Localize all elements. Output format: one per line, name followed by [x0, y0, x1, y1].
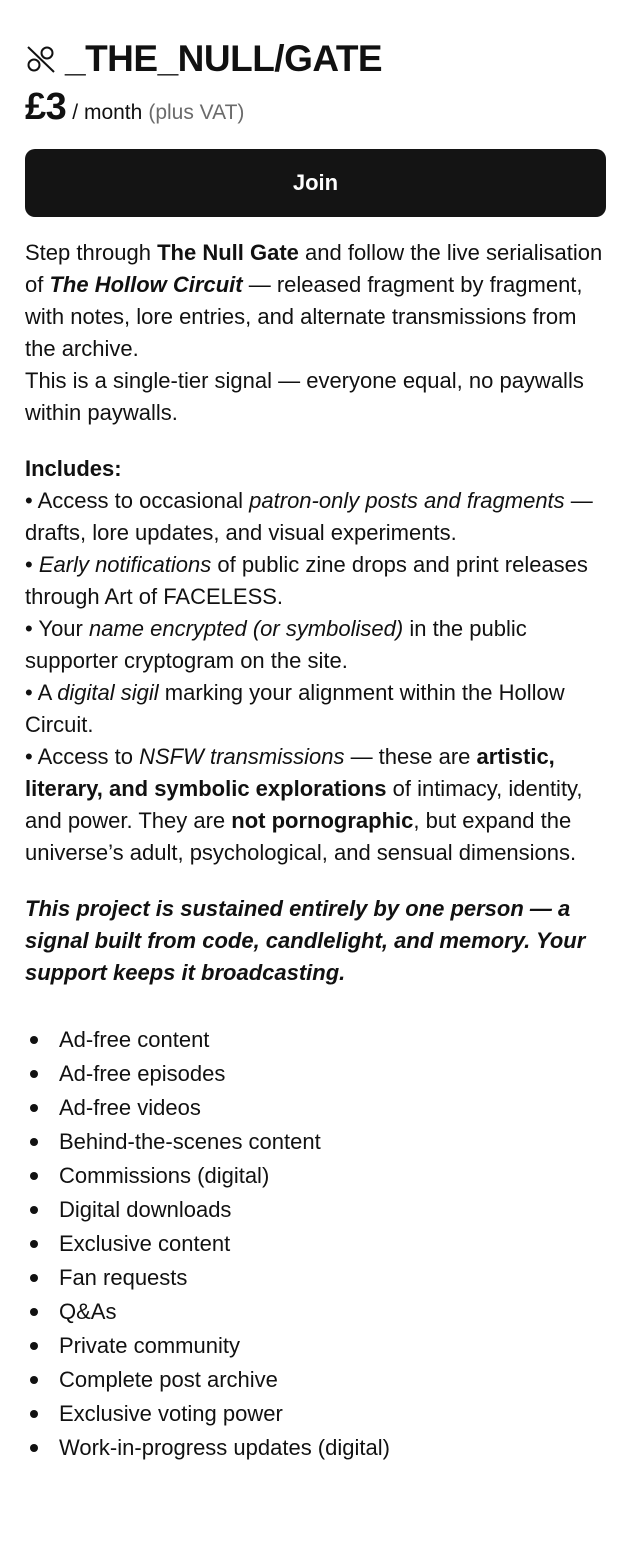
- includes-text: , but expand the universe’s adult, psychological, and sensual dimensions.: [25, 808, 577, 865]
- includes-emphasis: name encrypted (or symbolised): [88, 616, 404, 641]
- intro-gate-name: The Null Gate: [157, 240, 299, 265]
- bullet-icon: [30, 1206, 38, 1214]
- bullet-icon: [30, 1444, 38, 1452]
- benefits-list: [25, 1023, 606, 1465]
- bullet-icon: [30, 1410, 38, 1418]
- includes-item: [25, 485, 611, 549]
- benefit-label: Ad-free videos: [59, 1095, 201, 1120]
- includes-text: • Access to: [25, 744, 140, 769]
- join-button[interactable]: Join: [25, 149, 606, 217]
- bullet-icon: [30, 1172, 38, 1180]
- benefit-label: Complete post archive: [59, 1367, 278, 1392]
- bullet-icon: [30, 1376, 38, 1384]
- benefit-label: Work-in-progress updates (digital): [59, 1435, 390, 1460]
- includes-strong: not pornographic: [231, 808, 414, 833]
- benefit-item: [25, 1125, 606, 1159]
- benefit-item: [25, 1057, 606, 1091]
- includes-text: of intimacy, identity, and power. They are: [25, 776, 583, 833]
- includes-emphasis: digital sigil: [57, 680, 159, 705]
- benefit-item: [25, 1431, 606, 1465]
- includes-emphasis: Early notifications: [38, 552, 212, 577]
- benefit-label: Exclusive content: [59, 1231, 231, 1256]
- includes-text: • Access to occasional: [25, 488, 250, 513]
- benefit-label: Q&As: [59, 1299, 117, 1324]
- includes-heading: Includes:: [25, 456, 122, 481]
- includes-text: marking your alignment within the Hollow Circuit.: [25, 680, 565, 737]
- includes-text: in the public supporter cryptogram on the site.: [25, 616, 527, 673]
- benefit-label: Commissions (digital): [59, 1163, 270, 1188]
- bullet-icon: [30, 1240, 38, 1248]
- bullet-icon: [30, 1274, 38, 1282]
- includes-emphasis: NSFW transmissions: [139, 744, 345, 769]
- benefit-label: Ad-free content: [59, 1027, 210, 1052]
- includes-text: •: [25, 552, 39, 577]
- price-vat-note: (plus VAT): [148, 101, 245, 124]
- intro-text: and follow the live serialisation of: [25, 240, 603, 297]
- benefit-item: [25, 1329, 606, 1363]
- benefit-label: Ad-free episodes: [59, 1061, 226, 1086]
- intro-series-name: The Hollow Circuit: [49, 272, 243, 297]
- includes-emphasis: patron-only posts and fragments: [249, 488, 565, 513]
- tier-description: [25, 237, 611, 989]
- benefit-label: Fan requests: [59, 1265, 188, 1290]
- bullet-icon: [30, 1036, 38, 1044]
- bullet-icon: [30, 1070, 38, 1078]
- includes-item: [25, 549, 611, 613]
- benefit-item: [25, 1023, 606, 1057]
- bullet-icon: [30, 1138, 38, 1146]
- benefit-item: [25, 1193, 606, 1227]
- benefit-item: [25, 1091, 606, 1125]
- null-gate-sigil-icon: [25, 39, 59, 79]
- bullet-icon: [30, 1308, 38, 1316]
- includes-strong: artistic, literary, and symbolic explorations: [25, 744, 555, 801]
- benefit-label: Private community: [59, 1333, 240, 1358]
- includes-item: [25, 613, 611, 677]
- benefit-item: [25, 1363, 606, 1397]
- includes-item: [25, 741, 611, 869]
- includes-text: of public zine drops and print releases through Art of FACELESS.: [25, 552, 588, 609]
- intro-text: Step through: [25, 240, 158, 265]
- includes-text: — drafts, lore updates, and visual experiments.: [25, 488, 593, 545]
- support-tagline: This project is sustained entirely by one person — a signal built from code, candlelight, and memory. Your support keeps it broadcasting.: [25, 896, 586, 985]
- bullet-icon: [30, 1104, 38, 1112]
- benefit-item: [25, 1295, 606, 1329]
- tier-title: _THE_NULL/GATE: [65, 38, 383, 79]
- benefit-item: [25, 1227, 606, 1261]
- bullet-icon: [30, 1342, 38, 1350]
- benefit-item: [25, 1159, 606, 1193]
- includes-item: [25, 677, 611, 741]
- price-amount: £3: [25, 86, 67, 128]
- single-tier-note: This is a single-tier signal — everyone equal, no paywalls within paywalls.: [25, 368, 584, 425]
- tier-header: [25, 38, 606, 80]
- price: [25, 86, 606, 130]
- includes-text: • A: [25, 680, 58, 705]
- benefit-label: Digital downloads: [59, 1197, 232, 1222]
- includes-text: — these are: [344, 744, 477, 769]
- includes-text: • Your: [25, 616, 89, 641]
- price-period: / month: [72, 101, 143, 124]
- intro-paragraph: [25, 237, 611, 365]
- benefit-label: Behind-the-scenes content: [59, 1129, 321, 1154]
- benefit-item: [25, 1397, 606, 1431]
- benefit-label: Exclusive voting power: [59, 1401, 283, 1426]
- benefit-item: [25, 1261, 606, 1295]
- intro-text: — released fragment by fragment, with notes, lore entries, and alternate transmissions from the archive.: [25, 272, 583, 361]
